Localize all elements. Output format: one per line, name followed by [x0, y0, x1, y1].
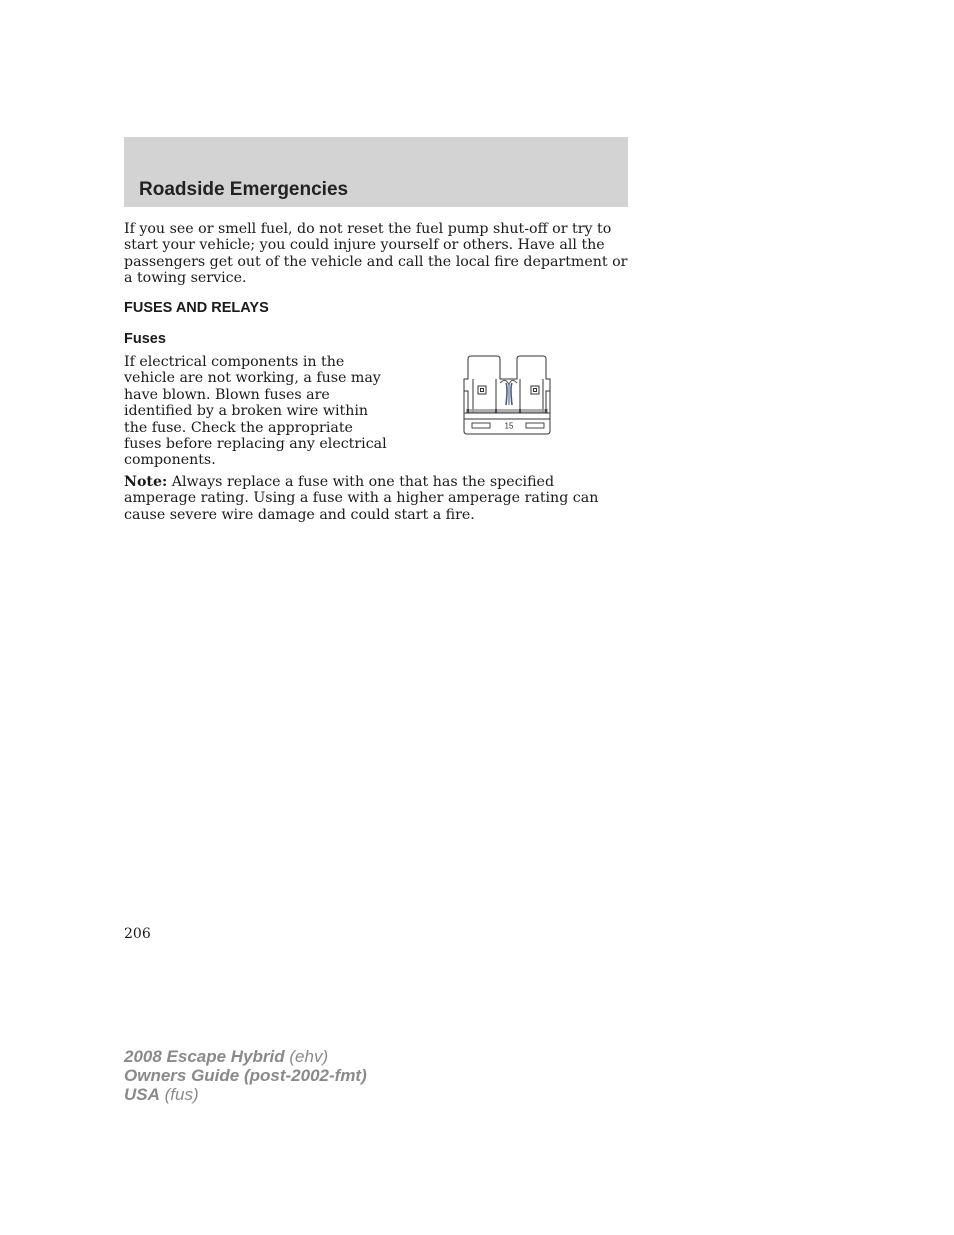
footer-market: USA — [124, 1085, 160, 1104]
intro-paragraph: If you see or smell fuel, do not reset the fuel pump shut-off or try to start your vehicle; you could injure yourself or others. Have all the passengers get out of the vehicle and call the local fire department or a towing service. — [124, 221, 628, 287]
sub-heading: Fuses — [124, 331, 166, 347]
footer-line-2 — [124, 1066, 367, 1085]
footer-market-code: (fus) — [159, 1085, 199, 1104]
document-footer — [124, 1047, 367, 1104]
note-label: Note: — [124, 474, 168, 490]
note-paragraph — [124, 474, 628, 523]
fuse-amperage-label: 15 — [504, 421, 514, 431]
footer-guide: Owners Guide (post-2002-fmt) — [124, 1066, 367, 1085]
section-heading: FUSES AND RELAYS — [124, 300, 269, 316]
footer-model-code: (ehv) — [284, 1047, 329, 1066]
fuses-paragraph: If electrical components in the vehicle are not working, a fuse may have blown. Blown fuses are identified by a broken wire within the fuse. Check the appropriate fuses before replacing any electrical components. — [124, 354, 387, 469]
page-number: 206 — [124, 926, 151, 942]
footer-line-1 — [124, 1047, 367, 1066]
footer-line-3 — [124, 1085, 367, 1104]
page-title: Roadside Emergencies — [139, 179, 349, 200]
section-header-band — [124, 137, 628, 207]
note-text: Always replace a fuse with one that has the specified amperage rating. Using a fuse with a higher amperage rating can cause severe wire damage and could start a fire. — [124, 474, 599, 523]
footer-model: 2008 Escape Hybrid — [124, 1047, 285, 1066]
fuse-illustration — [462, 355, 556, 437]
